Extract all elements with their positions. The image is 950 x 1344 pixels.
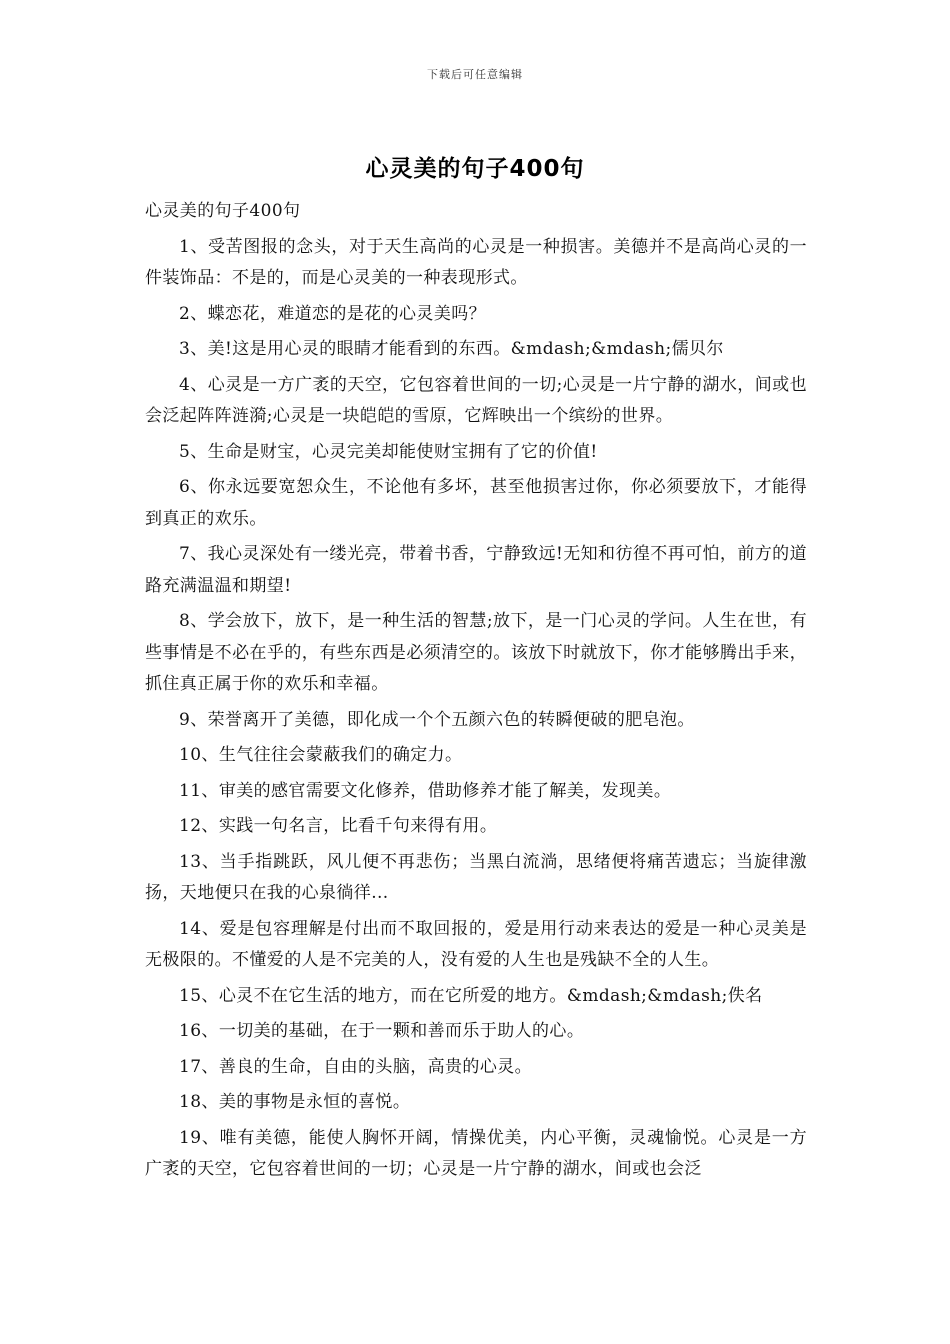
header-note: 下载后可任意编辑 [427,68,523,81]
paragraph-14: 14、爱是包容理解是付出而不取回报的，爱是用行动来表达的爱是一种心灵美是无极限的。不懂爱的人是不完美的人，没有爱的人生也是残缺不全的人生。 [145,918,807,970]
paragraph-7: 7、我心灵深处有一缕光亮，带着书香，宁静致远!无知和彷徨不再可怕，前方的道路充满温温和期望! [145,544,807,596]
paragraph-13: 13、当手指跳跃，风儿便不再悲伤；当黑白流淌，思绪便将痛苦遗忘；当旋律激扬，天地便只在我的心泉徜徉... [145,851,807,903]
paragraph-2: 2、蝶恋花，难道恋的是花的心灵美吗？ [179,303,487,324]
paragraph-17: 17、善良的生命，自由的头脑，高贵的心灵。 [179,1056,533,1077]
paragraph-10: 10、生气往往会蒙蔽我们的确定力。 [179,745,463,765]
document-body [145,196,807,1190]
paragraph-11: 11、审美的感官需要文化修养，借助修养才能了解美，发现美。 [179,780,672,801]
paragraph-18: 18、美的事物是永恒的喜悦。 [179,1092,411,1112]
paragraph-3: 3、美!这是用心灵的眼睛才能看到的东西。&mdash;&mdash;儒贝尔 [179,339,724,359]
paragraph-15: 15、心灵不在它生活的地方，而在它所爱的地方。&mdash;&mdash;佚名 [179,985,763,1006]
paragraph-8: 8、学会放下，放下，是一种生活的智慧;放下，是一门心灵的学问。人生在世，有些事情是不必在乎的，有些东西是必须清空的。该放下时就放下，你才能够腾出手来，抓住真正属于你的欢乐和幸福。 [145,611,807,694]
paragraph-12: 12、实践一句名言，比看千句来得有用。 [179,816,498,836]
document-subtitle: 心灵美的句子400句 [145,201,301,221]
paragraph-1: 1、受苦图报的念头，对于天生高尚的心灵是一种损害。美德并不是高尚心灵的一件装饰品：不是的，而是心灵美的一种表现形式。 [145,236,807,288]
paragraph-9: 9、荣誉离开了美德，即化成一个个五颜六色的转瞬便破的肥皂泡。 [179,709,695,730]
paragraph-19: 19、唯有美德，能使人胸怀开阔，情操优美，内心平衡，灵魂愉悦。心灵是一方广袤的天空，它包容着世间的一切；心灵是一片宁静的湖水，间或也会泛 [145,1127,807,1179]
paragraph-4: 4、心灵是一方广袤的天空，它包容着世间的一切;心灵是一片宁静的湖水，间或也会泛起阵阵涟漪;心灵是一块皑皑的雪原，它辉映出一个缤纷的世界。 [145,374,807,426]
page-title: 心灵美的句子400句 [365,156,585,182]
paragraph-6: 6、你永远要宽恕众生，不论他有多坏，甚至他损害过你，你必须要放下，才能得到真正的欢乐。 [145,477,807,529]
paragraph-5: 5、生命是财宝，心灵完美却能使财宝拥有了它的价值! [179,441,598,462]
paragraph-16: 16、一切美的基础，在于一颗和善而乐于助人的心。 [179,1021,585,1041]
